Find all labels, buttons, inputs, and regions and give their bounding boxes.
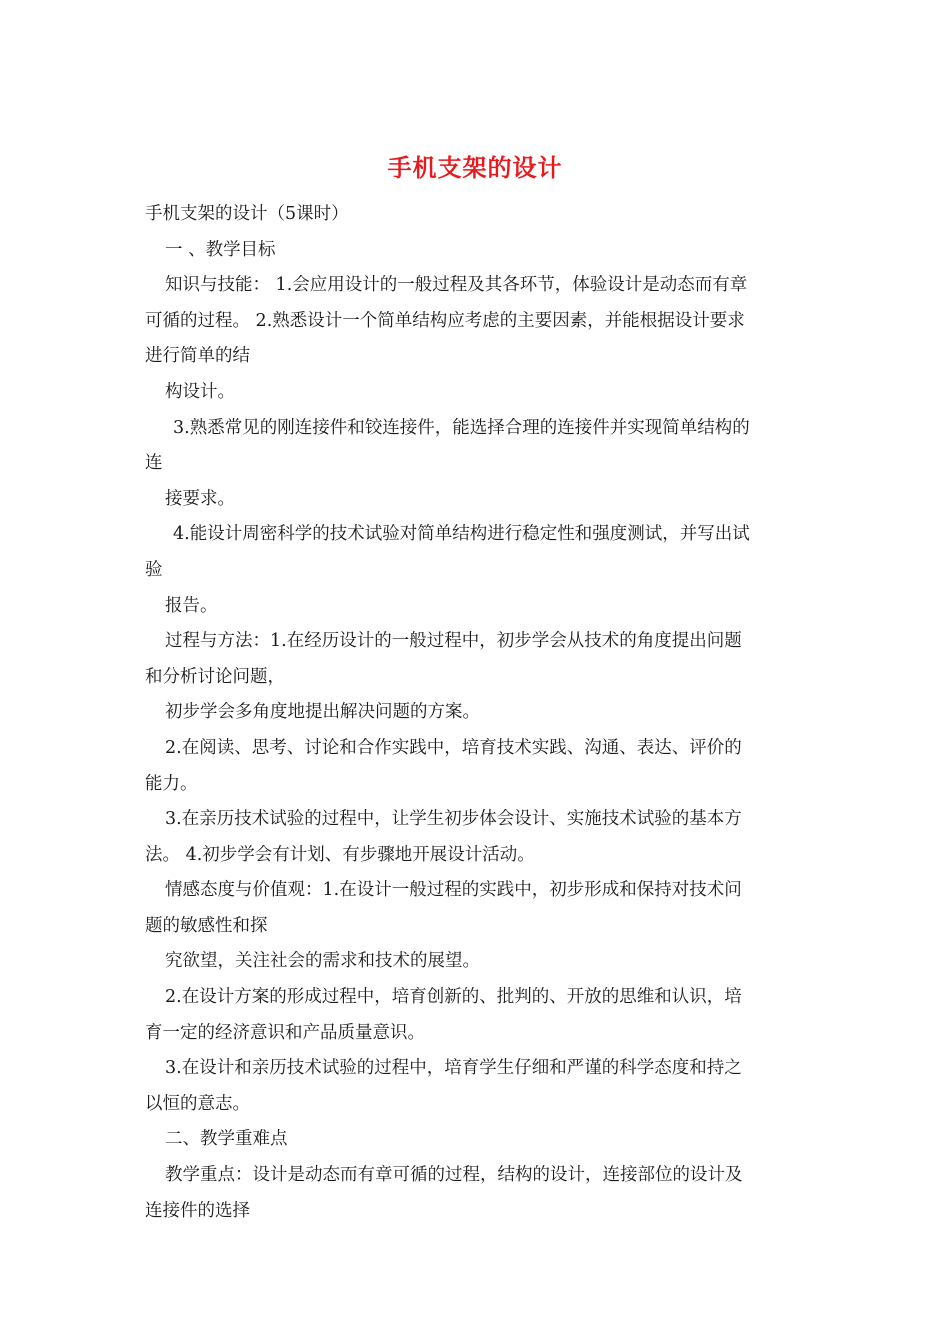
text-line: 育一定的经济意识和产品质量意识。: [145, 1022, 425, 1043]
text-line: 可循的过程。 2.熟悉设计一个简单结构应考虑的主要因素，并能根据设计要求: [145, 310, 745, 331]
text-line: 手机支架的设计（5课时）: [145, 204, 349, 224]
text-line: 知识与技能： 1.会应用设计的一般过程及其各环节，体验设计是动态而有章: [165, 275, 748, 296]
text-line: 3.在亲历技术试验的过程中，让学生初步体会设计、实施技术试验的基本方: [165, 809, 742, 830]
text-line: 法。 4.初步学会有计划、有步骤地开展设计活动。: [145, 844, 535, 865]
text-line: 题的敏感性和探: [145, 915, 268, 936]
section-heading: 二、教学重难点: [165, 1129, 288, 1150]
text-line: 教学重点：设计是动态而有章可循的过程，结构的设计，连接部位的设计及: [165, 1165, 743, 1186]
document-title: 手机支架的设计: [387, 153, 563, 182]
text-line: 3.熟悉常见的刚连接件和铰连接件，能选择合理的连接件并实现简单结构的: [173, 417, 750, 438]
document-body: [145, 197, 810, 1229]
text-line: 情感态度与价值观：1.在设计一般过程的实践中，初步形成和保持对技术问: [165, 880, 742, 901]
section-heading: 一 、教学目标: [165, 239, 276, 260]
text-line: 4.能设计周密科学的技术试验对简单结构进行稳定性和强度测试，并写出试: [173, 524, 750, 545]
text-line: 连: [145, 453, 163, 474]
text-line: 过程与方法：1.在经历设计的一般过程中，初步学会从技术的角度提出问题: [165, 631, 742, 652]
text-line: 2.在设计方案的形成过程中，培育创新的、批判的、开放的思维和认识，培: [165, 987, 742, 1008]
text-line: 报告。: [165, 595, 218, 616]
text-line: 以恒的意志。: [145, 1093, 250, 1114]
text-line: 3.在设计和亲历技术试验的过程中，培育学生仔细和严谨的科学态度和持之: [165, 1058, 742, 1079]
text-line: 验: [145, 559, 163, 580]
text-line: 究欲望，关注社会的需求和技术的展望。: [165, 951, 480, 972]
text-line: 2.在阅读、思考、讨论和合作实践中，培育技术实践、沟通、表达、评价的: [165, 737, 742, 758]
text-line: 能力。: [145, 773, 198, 794]
text-line: 连接件的选择: [145, 1200, 250, 1221]
text-line: 构设计。: [165, 381, 235, 402]
text-line: 进行简单的结: [145, 346, 250, 367]
text-line: 和分析讨论问题，: [145, 666, 285, 687]
text-line: 初步学会多角度地提出解决问题的方案。: [165, 702, 480, 723]
text-line: 接要求。: [165, 488, 235, 509]
